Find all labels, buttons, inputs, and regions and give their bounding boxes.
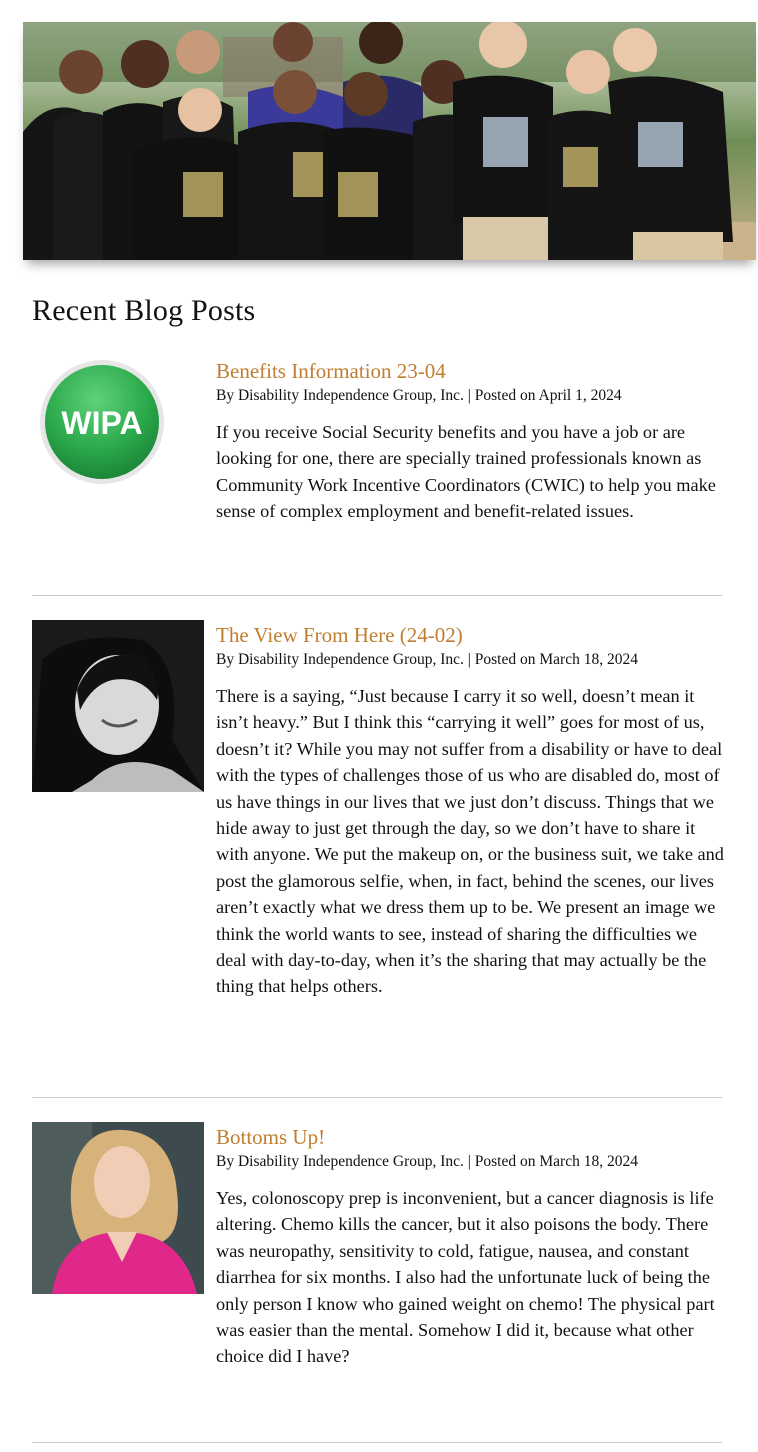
post-meta: By Disability Independence Group, Inc. | Posted on April 1, 2024 [216,387,622,404]
post-divider [32,595,722,596]
post-divider [32,1442,722,1443]
post-title-link[interactable]: Benefits Information 23-04 [216,359,446,383]
post-excerpt: Yes, colonoscopy prep is inconvenient, but a cancer diagnosis is life altering. Chemo kills the cancer, but it also poisons the body. There was neuropathy, sensitivity to cold, fatigue, nausea, and constant diarrhea for six months. I also had the unfortunate luck of being the only person I know who gained weight on chemo! The physical part was easier than the mental. Somehow I did it, because what other choice did I have? [216,1188,715,1367]
post-meta: By Disability Independence Group, Inc. | Posted on March 18, 2024 [216,1153,638,1170]
page-title: Recent Blog Posts [32,294,256,327]
wipa-logo-text: WIPA [61,405,143,441]
hero-group-photo [23,22,756,260]
post-divider [32,1097,722,1098]
post-excerpt: If you receive Social Security benefits and you have a job or are looking for one, there are specially trained professionals known as Community Work Incentive Coordinators (CWIC) to help you make sense of complex employment and benefit-related issues. [216,422,716,522]
post-title-link[interactable]: Bottoms Up! [216,1125,326,1149]
post-excerpt: There is a saying, “Just because I carry it so well, doesn’t mean it isn’t heavy.” But I think this “carrying it well” goes for most of us, doesn’t it? While you may not suffer from a disability or have to deal with the types of challenges those of us who are disabled do, most of us have things in our lives that we just don’t discuss. Things that we hide away to just get through the day, so we don’t have to share it with anyone. We put the makeup on, or the business suit, we take and post the glamorous selfie, when, in fact, behind the scenes, our lives aren’t exactly what we dress them up to be. We present an image we think the world wants to see, instead of sharing the difficulties we deal with day-to-day, when it’s the sharing that may actually be the thing that helps others. [216,686,724,997]
post-thumbnail-wipa[interactable] [32,358,204,530]
post-meta: By Disability Independence Group, Inc. | Posted on March 18, 2024 [216,651,638,668]
post-thumbnail-portrait-pink[interactable] [32,1122,204,1294]
blog-post [32,622,722,1062]
post-title-link[interactable]: The View From Here (24-02) [216,623,463,647]
blog-post [32,358,722,558]
blog-post [32,1124,722,1424]
post-thumbnail-portrait-bw[interactable] [32,620,204,792]
